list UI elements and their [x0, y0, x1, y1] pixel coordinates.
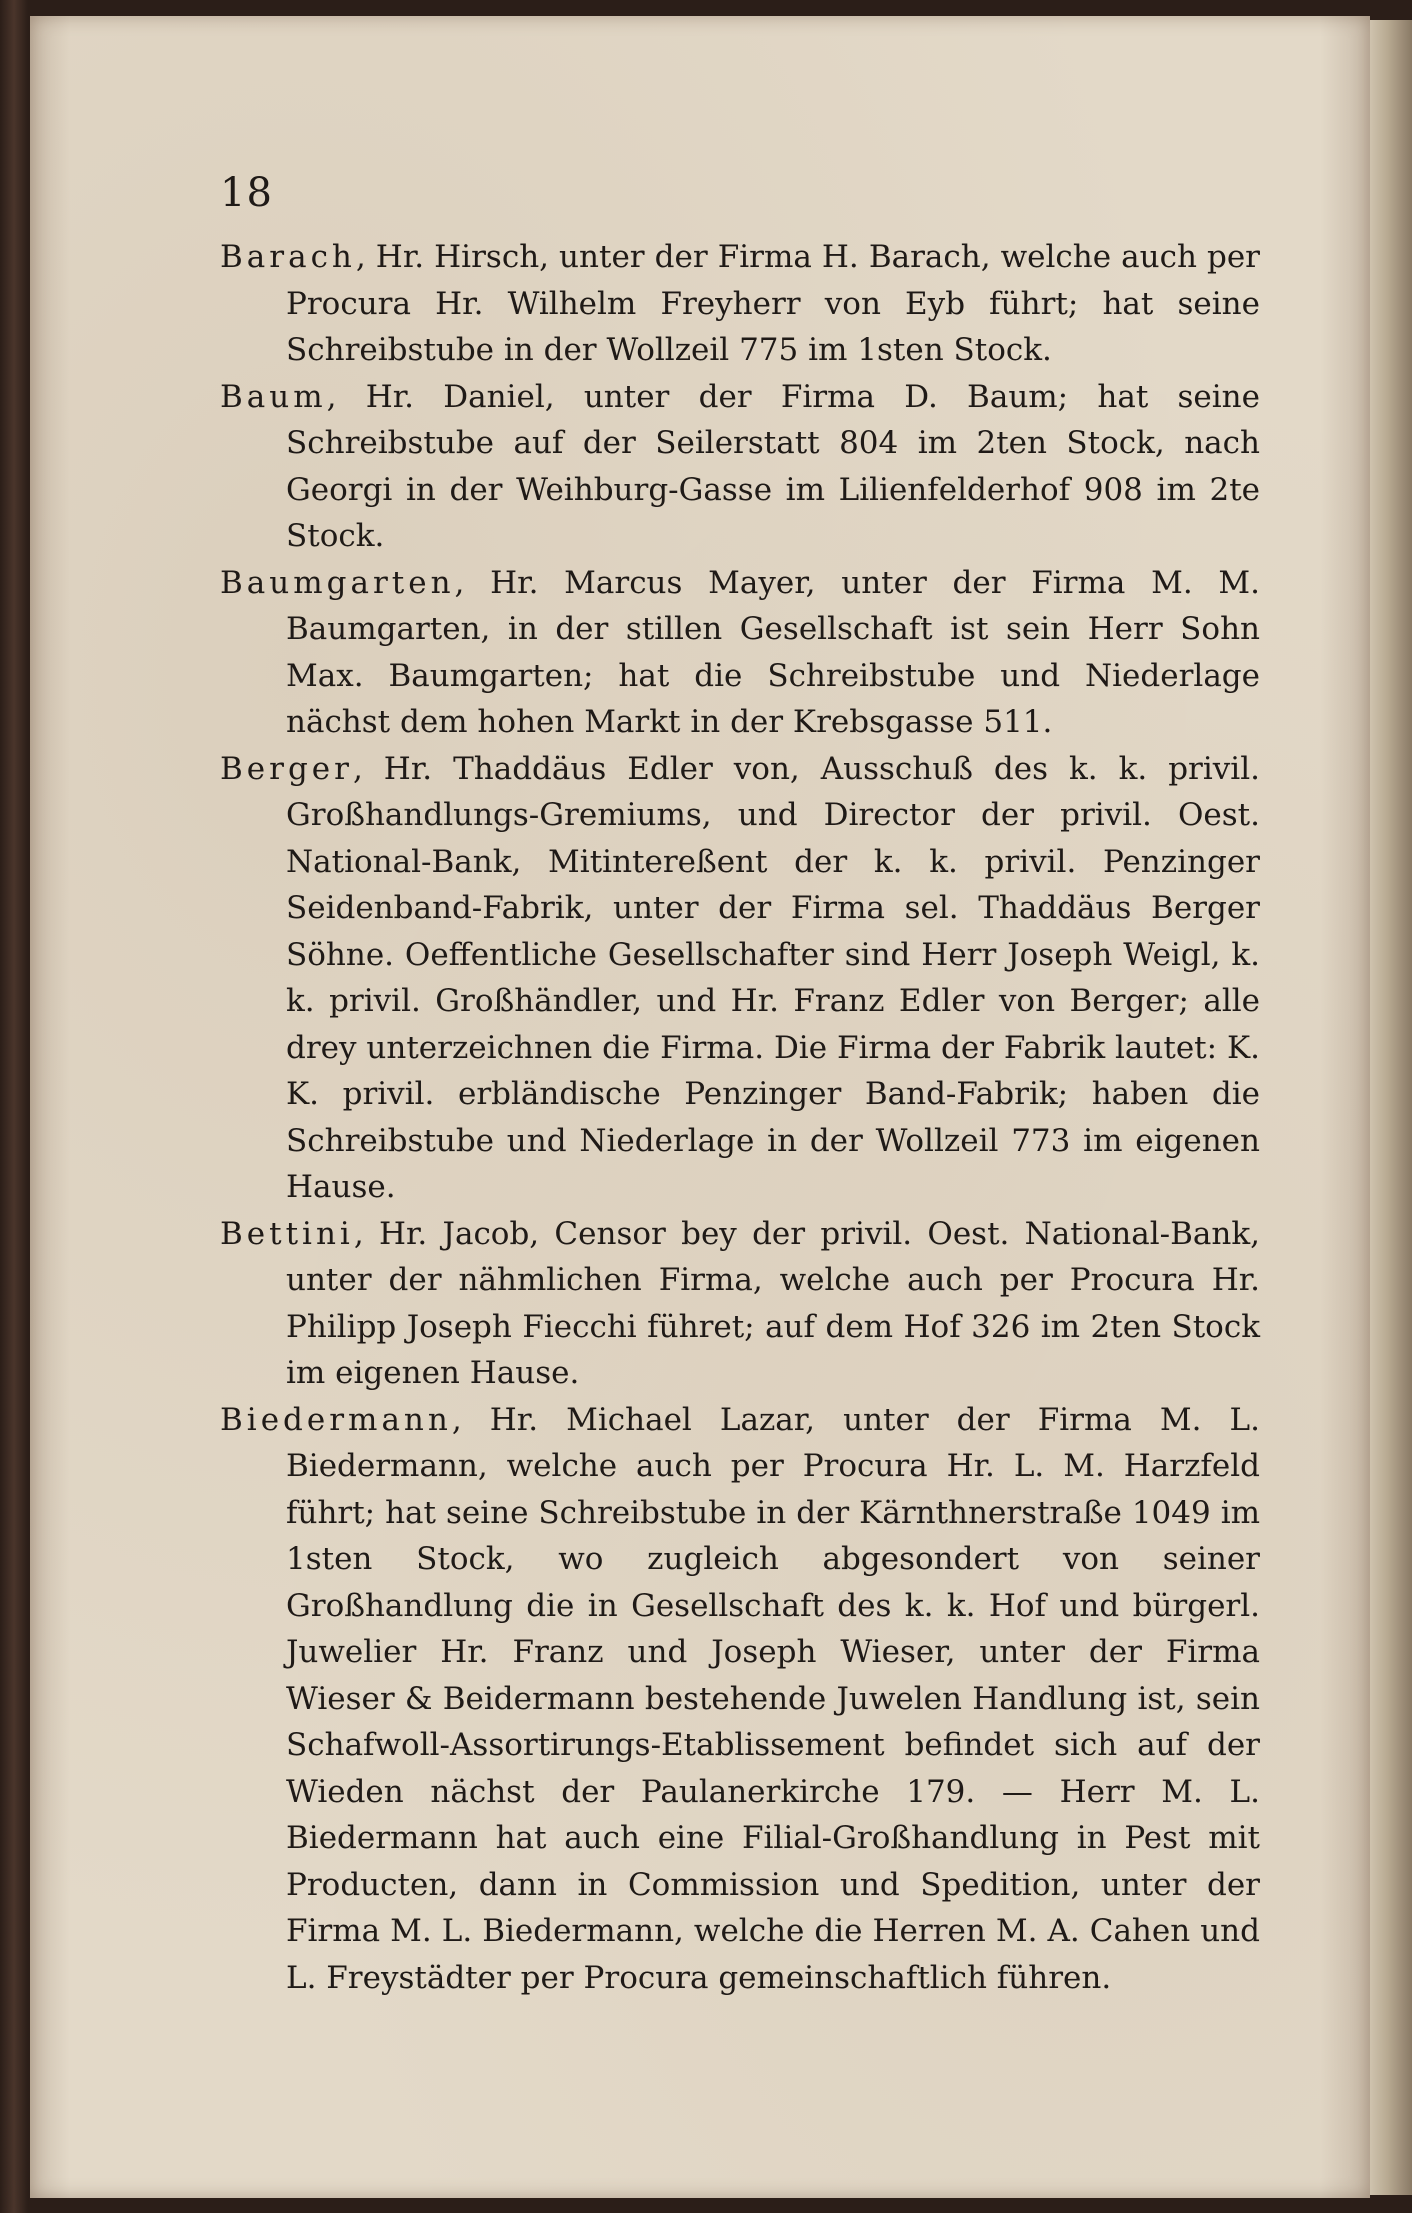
entry-text: , Hr. Daniel, unter der Firma D. Baum; hat seine Schreibstube auf der Seilerstatt 804 im 2ten Stock, nach Georgi in der Weihburg-Gasse im Lilienfelderhof 908 im 2te Stock.: [286, 378, 1260, 554]
entry-name: Barach: [220, 239, 356, 275]
directory-entry: [220, 234, 1260, 374]
entry-text: , Hr. Jacob, Censor bey der privil. Oest. National-Bank, unter der nähmlichen Firma, welche auch per Procura Hr. Philipp Joseph Fiecchi führet; auf dem Hof 326 im 2ten Stock im eigenen Hause.: [286, 1215, 1260, 1391]
entry-text: , Hr. Marcus Mayer, unter der Firma M. M. Baumgarten, in der stillen Gesellschaft ist sein Herr Sohn Max. Baumgarten; hat die Schreibstube und Niederlage nächst dem hohen Markt in der Krebsgasse 511.: [286, 564, 1260, 740]
page-number: 18: [220, 170, 273, 216]
entry-name: Bettini: [220, 1215, 354, 1252]
directory-entry: [220, 560, 1260, 746]
entry-name: Biedermann: [220, 1401, 452, 1438]
entry-name: Baum: [220, 378, 327, 415]
entry-name: Berger: [220, 750, 353, 787]
directory-entry: [220, 1397, 1260, 2002]
page-text: [220, 170, 1260, 2001]
directory-entry: [220, 746, 1260, 1211]
entry-text: , Hr. Hirsch, unter der Firma H. Barach, welche auch per Procura Hr. Wilhelm Freyherr von Eyb führt; hat seine Schreibstube in der Wollzeil 775 im 1sten Stock.: [286, 239, 1260, 368]
directory-entry: [220, 1211, 1260, 1397]
entry-text: , Hr. Thaddäus Edler von, Ausschuß des k. k. privil. Großhandlungs-Gremiums, und Director der privil. Oest. National-Bank, Mitintereßent der k. k. privil. Penzinger Seidenband-Fabrik, unter der Firma sel. Thaddäus Berger Söhne. Oeffentliche Gesellschafter sind Herr Joseph Weigl, k. k. privil. Großhändler, und Hr. Franz Edler von Berger; alle drey unterzeichnen die Firma. Die Firma der Fabrik lautet: K. K. privil. erbländische Penzinger Band-Fabrik; haben die Schreibstube und Niederlage in der Wollzeil 773 im eigenen Hause.: [286, 750, 1260, 1205]
page-fore-edge: [1370, 20, 1412, 2195]
directory-entry: [220, 374, 1260, 560]
entry-name: Baumgarten: [220, 564, 455, 601]
entry-text: , Hr. Michael Lazar, unter der Firma M. L. Biedermann, welche auch per Procura Hr. L. M. Harzfeld führt; hat seine Schreibstube in der Kärnthnerstraße 1049 im 1sten Stock, wo zugleich abgesondert von seiner Großhandlung die in Gesellschaft des k. k. Hof und bürgerl. Juwelier Hr. Franz und Joseph Wieser, unter der Firma Wieser & Beidermann bestehende Juwelen Handlung ist, sein Schafwoll-Assortirungs-Etablissement befindet sich auf der Wieden nächst der Paulanerkirche 179. — Herr M. L. Biedermann hat auch eine Filial-Großhandlung in Pest mit Producten, dann in Commission und Spedition, unter der Firma M. L. Biedermann, welche die Herren M. A. Cahen und L. Freystädter per Procura gemeinschaftlich führen.: [286, 1401, 1260, 1996]
